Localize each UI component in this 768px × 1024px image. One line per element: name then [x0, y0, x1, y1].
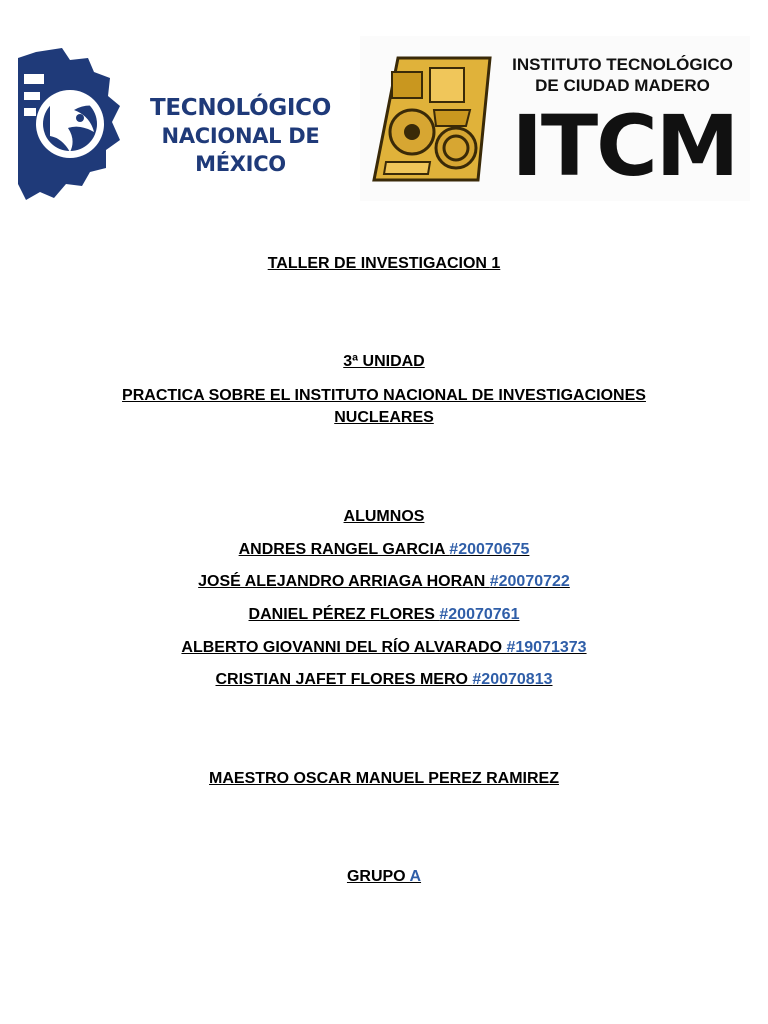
- practice-title-line1: PRACTICA SOBRE EL INSTITUTO NACIONAL DE INVESTIGACIONES: [122, 387, 646, 404]
- tecnm-wordmark-line1: TECNOLÓGICO: [149, 95, 332, 121]
- course-title: TALLER DE INVESTIGACION 1: [267, 255, 501, 272]
- student-row: [0, 539, 768, 561]
- student-name: ANDRES RANGEL GARCIA: [238, 541, 450, 558]
- student-name: JOSÉ ALEJANDRO ARRIAGA HORAN: [198, 573, 490, 590]
- students-heading: ALUMNOS: [343, 508, 425, 525]
- student-id-link[interactable]: #20070722: [489, 573, 570, 590]
- student-name: CRISTIAN JAFET FLORES MERO: [215, 671, 473, 688]
- student-id-link[interactable]: #19071373: [506, 639, 587, 656]
- student-row: [0, 604, 768, 626]
- itcm-logo-block: [360, 36, 750, 201]
- group-value-link[interactable]: A: [409, 868, 422, 885]
- student-id-link[interactable]: #20070813: [472, 671, 553, 688]
- document-header: [0, 0, 768, 215]
- itcm-emblem-icon: [370, 54, 496, 184]
- student-id-link[interactable]: #20070761: [439, 606, 520, 623]
- practice-title-line2: NUCLEARES: [334, 409, 434, 426]
- tecnm-wordmark: [128, 94, 353, 178]
- itcm-name-line1: INSTITUTO TECNOLÓGICO: [512, 55, 733, 74]
- group-line: [0, 866, 768, 888]
- student-name: ALBERTO GIOVANNI DEL RÍO ALVARADO: [181, 639, 507, 656]
- unit-title: 3ª UNIDAD: [343, 353, 425, 370]
- student-row: [0, 637, 768, 659]
- student-row: [0, 571, 768, 593]
- student-name: DANIEL PÉREZ FLORES: [248, 606, 440, 623]
- itcm-name-line2: DE CIUDAD MADERO: [535, 76, 710, 95]
- itcm-acronym: ITCM: [511, 97, 738, 195]
- tecnm-wordmark-line2: NACIONAL DE MÉXICO: [161, 124, 320, 176]
- teacher-name: MAESTRO OSCAR MANUEL PEREZ RAMIREZ: [209, 770, 559, 787]
- student-id-link[interactable]: #20070675: [449, 541, 530, 558]
- group-label: GRUPO: [346, 868, 410, 885]
- tecnm-logo-icon: [14, 44, 124, 204]
- itcm-institution-name: [500, 54, 745, 96]
- student-row: [0, 669, 768, 691]
